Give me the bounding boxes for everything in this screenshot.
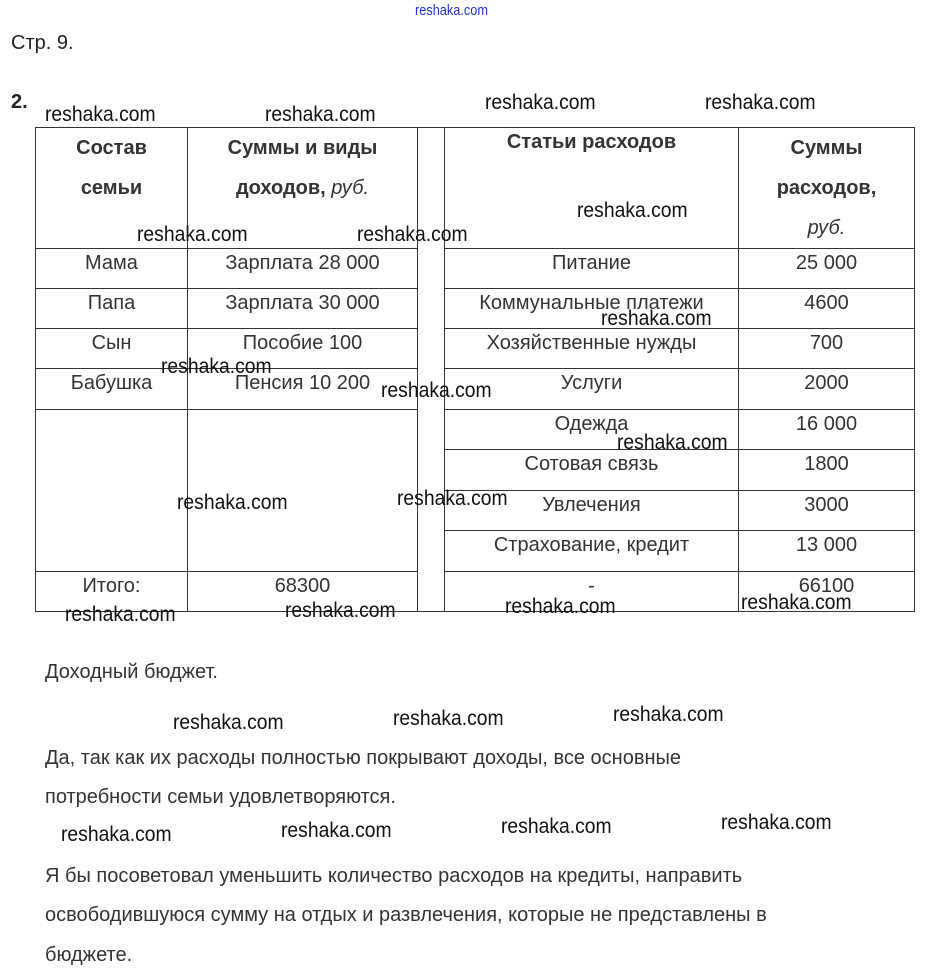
expense-total-label: -: [444, 571, 739, 612]
table-row-item: Увлечения: [444, 490, 739, 531]
table-row-income: Пенсия 10 200: [187, 368, 418, 410]
expense-total-value: 66100: [738, 571, 915, 612]
watermark: reshaka.com: [485, 91, 596, 114]
watermark: reshaka.com: [741, 591, 852, 614]
table-row-amount: 4600: [738, 288, 915, 329]
header-family: Состав семьи: [35, 127, 188, 249]
header-income: Суммы и виды доходов, руб.: [187, 127, 418, 249]
watermark: reshaka.com: [265, 103, 376, 126]
table-row-member: Сын: [35, 328, 188, 369]
watermark: reshaka.com: [397, 487, 508, 510]
answer-3-line-2: освободившуюся сумму на отдых и развлечения, которые не представлены в: [45, 904, 767, 926]
watermark: reshaka.com: [381, 379, 492, 402]
table-row-item: Услуги: [444, 368, 739, 410]
table-row-member: Мама: [35, 248, 188, 289]
watermark: reshaka.com: [357, 223, 468, 246]
watermark: reshaka.com: [161, 355, 272, 378]
watermark: reshaka.com: [705, 91, 816, 114]
watermark: reshaka.com: [601, 307, 712, 330]
income-total-label: Итого:: [35, 571, 188, 612]
answer-2-line-1: Да, так как их расходы полностью покрывают доходы, все основные: [45, 747, 682, 769]
answer-3-line-3: бюджете.: [45, 944, 133, 966]
answer-2-line-2: потребности семьи удовлетворяются.: [45, 786, 396, 808]
table-row-item: Сотовая связь: [444, 449, 739, 491]
header-expense-item: Статьи расходов: [444, 127, 739, 249]
page-label: Стр. 9.: [11, 32, 74, 54]
watermark: reshaka.com: [281, 819, 392, 842]
table-row-amount: 13 000: [738, 530, 915, 572]
table-row-amount: 3000: [738, 490, 915, 531]
watermark: reshaka.com: [285, 599, 396, 622]
watermark: reshaka.com: [173, 711, 284, 734]
answer-1-line-1: Доходный бюджет.: [45, 661, 218, 683]
table-row-income: Пособие 100: [187, 328, 418, 369]
table-row-income: Зарплата 30 000: [187, 288, 418, 329]
watermark: reshaka.com: [577, 199, 688, 222]
table-row-amount: 700: [738, 328, 915, 369]
watermark: reshaka.com: [137, 223, 248, 246]
empty-cell: [35, 409, 188, 572]
watermark-top: reshaka.com: [415, 2, 488, 19]
table-row-item: Одежда: [444, 409, 739, 450]
table-row-item: Коммунальные платежи: [444, 288, 739, 329]
header-expense-amount: Суммы расходов, руб.: [738, 127, 915, 249]
table-row-income: Зарплата 28 000: [187, 248, 418, 289]
watermark: reshaka.com: [45, 103, 156, 126]
watermark: reshaka.com: [617, 431, 728, 454]
watermark: reshaka.com: [721, 811, 832, 834]
watermark: reshaka.com: [393, 707, 504, 730]
watermark: reshaka.com: [61, 823, 172, 846]
watermark: reshaka.com: [613, 703, 724, 726]
table-row-amount: 16 000: [738, 409, 915, 450]
task-number: 2.: [11, 91, 28, 113]
table-row-item: Питание: [444, 248, 739, 289]
table-row-member: Папа: [35, 288, 188, 329]
table-row-item: Страхование, кредит: [444, 530, 739, 572]
table-row-member: Бабушка: [35, 368, 188, 410]
table-row-amount: 25 000: [738, 248, 915, 289]
table-row-amount: 2000: [738, 368, 915, 410]
watermark: reshaka.com: [501, 815, 612, 838]
watermark: reshaka.com: [505, 595, 616, 618]
watermark: reshaka.com: [177, 491, 288, 514]
table-row-amount: 1800: [738, 449, 915, 491]
watermark: reshaka.com: [65, 603, 176, 626]
table-gap: [417, 127, 445, 612]
answer-3-line-1: Я бы посоветовал уменьшить количество расходов на кредиты, направить: [45, 865, 743, 887]
income-total-value: 68300: [187, 571, 418, 612]
table-row-item: Хозяйственные нужды: [444, 328, 739, 369]
